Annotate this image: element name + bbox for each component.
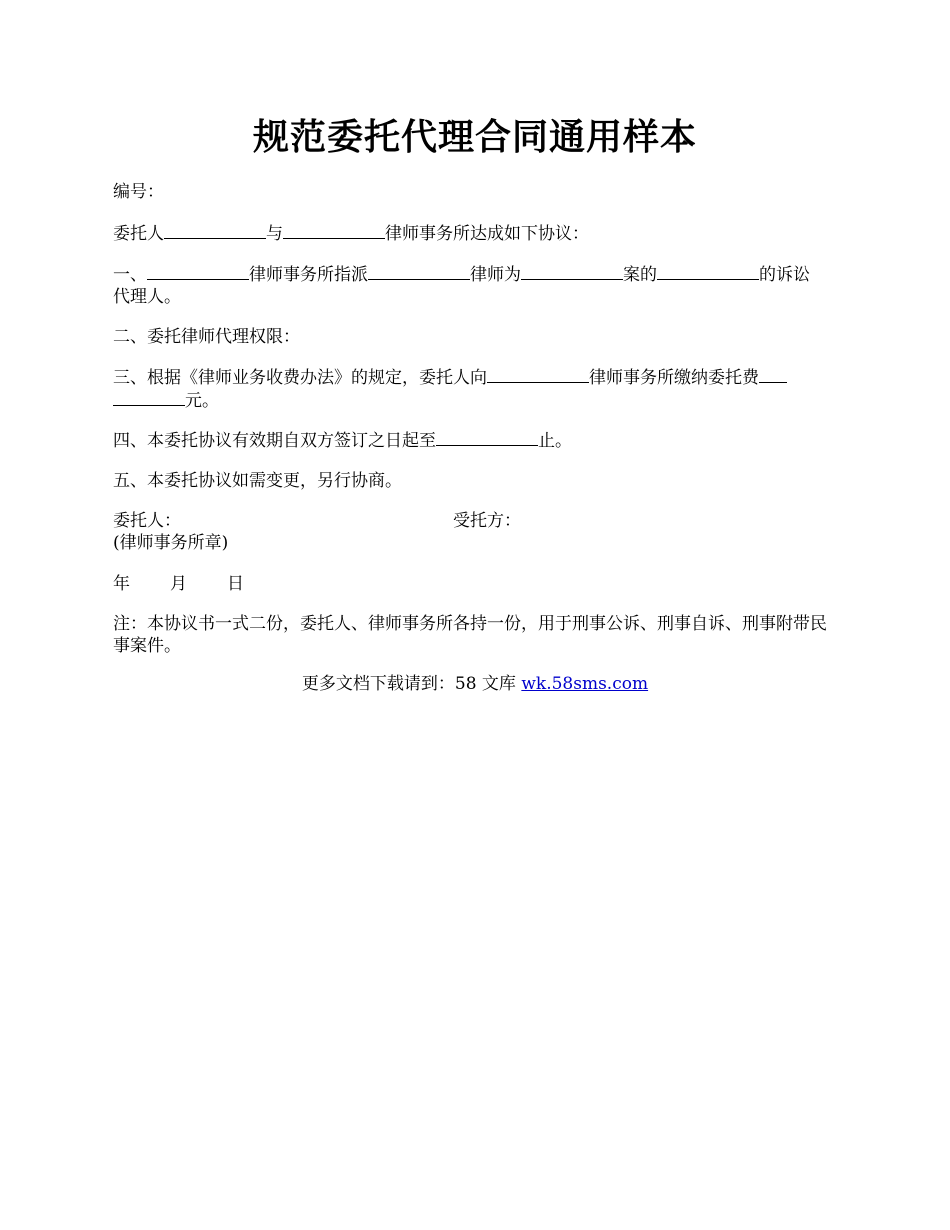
intro-text-1: 委托人 [113,224,164,244]
clause-1-text-5: 的诉讼 [759,265,810,285]
clause-4-text-1: 四、本委托协议有效期自双方签订之日起至 [113,431,436,451]
date-line [113,573,839,595]
footer [0,673,950,695]
serial-number-label: 编号： [113,182,164,202]
clause-1-text-6: 代理人。 [113,287,181,307]
fee-amount-blank-2 [113,389,185,406]
clause-4-text-2: 止。 [538,431,572,451]
client-signature-label: 委托人： [113,511,181,531]
signature-block [113,510,839,554]
firm-blank [147,263,249,280]
document-title: 规范委托代理合同通用样本 [252,116,697,158]
note-paragraph: 注：本协议书一式二份，委托人、律师事务所各持一份，用于刑事公诉、刑事自诉、刑事附带民事案件。 [113,614,827,656]
law-firm-blank [283,222,385,239]
case-blank [657,263,759,280]
fee-amount-blank-1 [759,366,787,383]
intro-text-2: 与 [266,224,283,244]
clause-1-text-1: 一、 [113,265,147,285]
clause-1 [113,263,839,308]
agent-signature-label: 受托方： [453,511,521,531]
clause-3-text-3: 元。 [185,391,219,411]
expiry-date-blank [436,429,538,446]
clause-4 [113,429,839,452]
clause-3 [113,366,839,412]
clause-5: 五、本委托协议如需变更，另行协商。 [113,471,402,491]
fee-firm-blank [487,366,589,383]
intro-text-3: 律师事务所达成如下协议： [385,224,589,244]
footer-text: 更多文档下载请到：58 文库 [301,674,522,694]
client-name-blank [164,222,266,239]
law-firm-seal-label: (律师事务所章) [113,533,229,553]
clause-3-text-2: 律师事务所缴纳委托费 [589,368,759,388]
day-label: 日 [227,574,244,594]
intro-paragraph [113,222,839,245]
clause-1-text-4: 案的 [623,265,657,285]
clause-3-text-1: 三、根据《律师业务收费办法》的规定，委托人向 [113,368,487,388]
clause-1-text-3: 律师为 [470,265,521,285]
month-label: 月 [170,574,187,594]
lawyer-blank [368,263,470,280]
clause-1-text-2: 律师事务所指派 [249,265,368,285]
footer-link[interactable]: wk.58sms.com [521,674,649,694]
year-label: 年 [113,574,130,594]
party-blank [521,263,623,280]
clause-2: 二、委托律师代理权限： [113,327,300,347]
